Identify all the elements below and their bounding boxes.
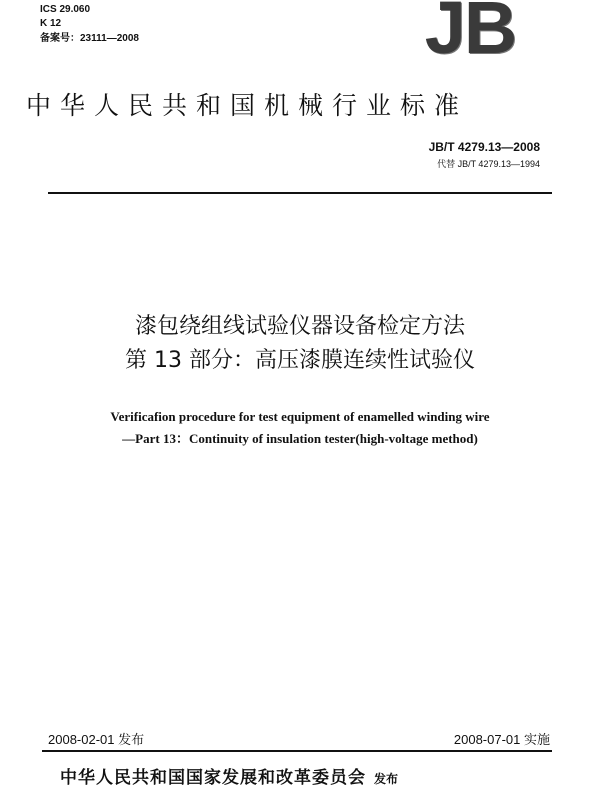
issuer-name: 中华人民共和国国家发展和改革委员会 — [60, 768, 366, 788]
ics-code: ICS 29.060 — [40, 4, 91, 15]
replaces-standard: 代替 JB/T 4279.13—1994 — [437, 159, 540, 169]
standard-category-title: 中华人民共和国机械行业标准 — [26, 91, 469, 120]
issuing-authority — [60, 766, 580, 791]
jb-logo: JB — [424, 0, 516, 56]
record-number: 备案号：23111—2008 — [40, 33, 139, 44]
ccs-code: K 12 — [40, 18, 62, 29]
effective-date: 2008-07-01 实施 — [453, 732, 550, 747]
document-title-cn-line2: 第 13 部分：高压漆膜连续性试验仪 — [125, 348, 475, 373]
issuer-suffix: 发布 — [374, 772, 399, 786]
document-title-en-line2: —Part 13：Continuity of insulation tester(high-voltage method) — [122, 431, 478, 446]
footer-divider — [42, 750, 552, 752]
header-divider — [48, 192, 552, 194]
issue-date: 2008-02-01 发布 — [48, 732, 145, 747]
document-title-cn-line1: 漆包绕组线试验仪器设备检定方法 — [134, 314, 465, 339]
standard-number: JB/T 4279.13—2008 — [428, 140, 540, 154]
document-title-en-line1: Verificafion procedure for test equipment of enamelled winding wire — [110, 409, 490, 424]
